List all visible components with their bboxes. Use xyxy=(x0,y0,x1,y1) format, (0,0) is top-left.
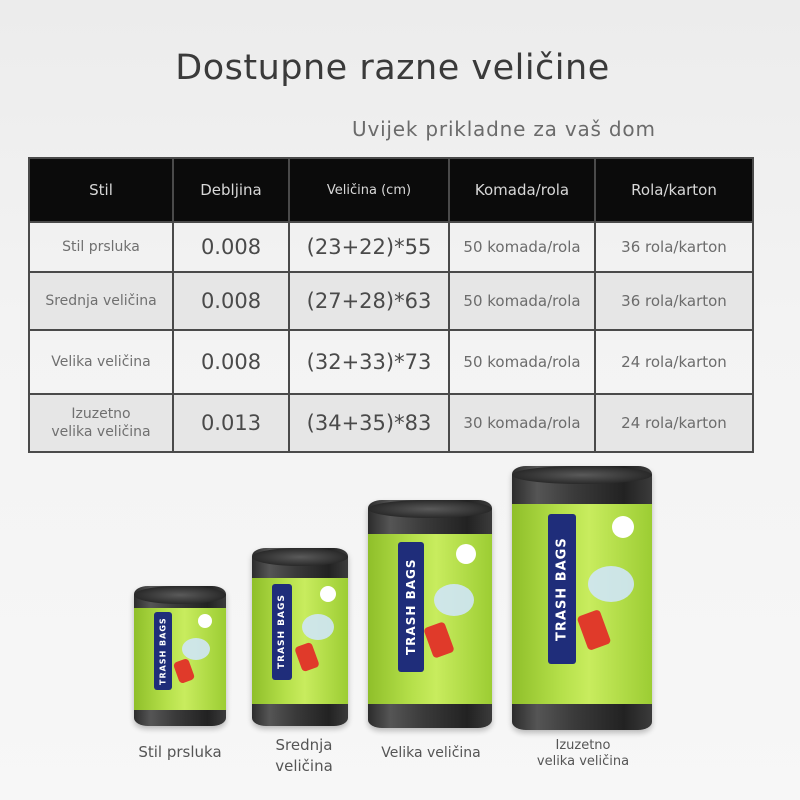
product-roll-extra-large xyxy=(512,466,652,730)
cell-style: Velika veličina xyxy=(29,330,173,394)
caption-extra-large xyxy=(518,738,648,770)
cell-pieces: 30 komada/rola xyxy=(449,394,595,452)
roll-cloud xyxy=(434,584,474,616)
header-rolls: Rola/karton xyxy=(595,158,753,222)
cell-rolls: 24 rola/karton xyxy=(595,330,753,394)
cell-style: Srednja veličina xyxy=(29,272,173,330)
product-roll-large xyxy=(368,500,492,728)
cell-size: (27+28)*63 xyxy=(289,272,449,330)
cell-style: Stil prsluka xyxy=(29,222,173,272)
cell-pieces: 50 komada/rola xyxy=(449,272,595,330)
product-roll-small xyxy=(134,586,226,726)
roll-brand-logo xyxy=(198,614,212,628)
roll-badge xyxy=(577,609,612,651)
header-thickness: Debljina xyxy=(173,158,289,222)
caption-line: Izuzetno xyxy=(555,738,611,753)
caption-small xyxy=(120,743,240,761)
caption-line: Velika veličina xyxy=(381,745,481,761)
cell-size: (34+35)*83 xyxy=(289,394,449,452)
table-row xyxy=(29,330,753,394)
caption-line: Stil prsluka xyxy=(138,743,222,761)
roll-brand-logo xyxy=(612,516,634,538)
roll-badge xyxy=(423,621,455,659)
roll-label xyxy=(252,578,348,704)
cell-pieces: 50 komada/rola xyxy=(449,330,595,394)
caption-large xyxy=(366,745,496,761)
table-row xyxy=(29,394,753,452)
header-style: Stil xyxy=(29,158,173,222)
cell-size: (23+22)*55 xyxy=(289,222,449,272)
table-row xyxy=(29,222,753,272)
roll-cloud xyxy=(302,614,334,640)
caption-line: velika veličina xyxy=(536,754,630,769)
roll-badge xyxy=(173,658,196,684)
roll-label-band: TRASH BAGS xyxy=(398,542,424,672)
cell-thickness: 0.008 xyxy=(173,330,289,394)
cell-rolls: 24 rola/karton xyxy=(595,394,753,452)
cell-size: (32+33)*73 xyxy=(289,330,449,394)
size-spec-table xyxy=(28,157,754,453)
product-roll-medium xyxy=(252,548,348,726)
table-header-row xyxy=(29,158,753,222)
page-subtitle: Uvijek prikladne za vaš dom xyxy=(352,117,656,141)
roll-badge xyxy=(294,642,320,673)
page-title: Dostupne razne veličine xyxy=(175,48,610,88)
cell-style-line: velika veličina xyxy=(51,424,151,440)
caption-line: Srednja xyxy=(275,736,333,754)
cell-style xyxy=(29,394,173,452)
header-pieces: Komada/rola xyxy=(449,158,595,222)
roll-label-band: TRASH BAGS xyxy=(154,612,172,690)
cell-style-line: Izuzetno xyxy=(71,406,131,422)
roll-label-band: TRASH BAGS xyxy=(272,584,292,680)
cell-rolls: 36 rola/karton xyxy=(595,222,753,272)
cell-thickness: 0.008 xyxy=(173,272,289,330)
roll-brand-logo xyxy=(456,544,476,564)
roll-brand-logo xyxy=(320,586,336,602)
roll-label-band: TRASH BAGS xyxy=(548,514,576,664)
caption-medium xyxy=(244,735,364,777)
roll-label xyxy=(134,608,226,710)
cell-pieces: 50 komada/rola xyxy=(449,222,595,272)
table-row xyxy=(29,272,753,330)
header-size: Veličina (cm) xyxy=(289,158,449,222)
cell-thickness: 0.008 xyxy=(173,222,289,272)
cell-rolls: 36 rola/karton xyxy=(595,272,753,330)
cell-thickness: 0.013 xyxy=(173,394,289,452)
roll-cloud xyxy=(588,566,634,602)
roll-label xyxy=(512,504,652,704)
roll-label xyxy=(368,534,492,704)
roll-cloud xyxy=(182,638,210,660)
caption-line: veličina xyxy=(275,757,333,775)
